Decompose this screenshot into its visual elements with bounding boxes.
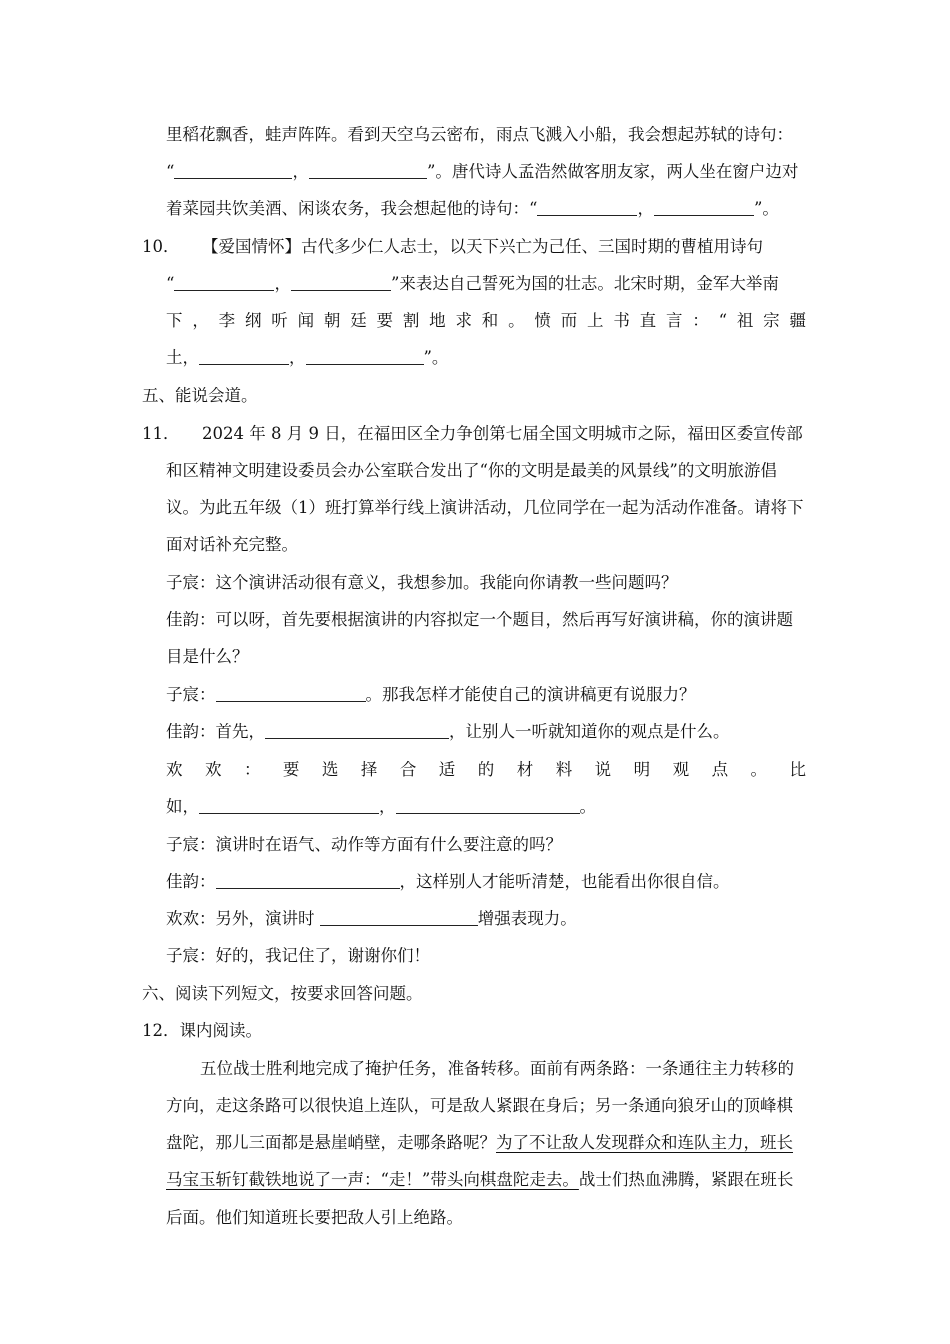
passage-text: 盘陀，那儿三面都是悬崖峭壁，走哪条路呢？ [166,1133,496,1152]
q10-line-1-text: 【爱国情怀】古代多少仁人志士，以天下兴亡为己任、三国时期的曹植用诗句 [202,237,763,256]
passage-line: 方向，走这条路可以很快追上连队，可是敌人紧跟在身后；另一条通向狼牙山的顶峰棋 [166,1096,793,1115]
dialogue-line [166,907,577,931]
dialogue-text: ，让别人一听就知道你的观点是什么。 [449,722,730,741]
question-number: 11． [142,424,180,443]
underlined-sentence: 马宝玉斩钉截铁地说了一声：“走！”带头向棋盘陀走去。 [166,1170,579,1189]
section-5-heading: 五、能说会道。 [142,386,258,405]
q10-line-2 [166,272,779,296]
close-quote: ”。 [753,199,779,218]
answer-blank[interactable] [199,797,379,814]
passage-text: 战士们热血沸腾，紧跟在班长 [578,1170,794,1189]
q9-line-1: 里稻花飘香，蛙声阵阵。看到天空乌云密布，雨点飞溅入小船，我会想起苏轼的诗句： [166,125,793,144]
passage-line: 五位战士胜利地完成了掩护任务，准备转移。面前有两条路：一条通往主力转移的 [200,1059,794,1078]
dialogue-line [166,683,696,707]
section-6-heading: 六、阅读下列短文，按要求回答问题。 [142,984,423,1003]
q9-line-3 [166,197,779,221]
dialogue-text: 增强表现力。 [477,909,577,928]
answer-blank[interactable] [216,872,400,889]
q10-line-2-text: ”来表达自己誓死为国的壮志。北宋时期，金军大举南 [390,274,779,293]
q10-line-3: 下，李纲听闻朝廷要割地求和。愤而上书直言：“祖宗疆 [166,311,806,330]
passage-line: 后面。他们知道班长要把敌人引上绝路。 [166,1208,463,1227]
q10-line-4-start: 土， [166,348,199,367]
dialogue-line: 目是什么？ [166,647,249,666]
answer-blank[interactable] [309,162,427,179]
dialogue-line [166,720,730,744]
q11-line-4: 面对话补充完整。 [166,535,298,554]
comma: ， [292,162,309,181]
speaker-label: 欢欢：另外，演讲时 [166,909,320,928]
answer-blank[interactable] [199,348,289,365]
answer-blank[interactable] [537,199,637,216]
q12-heading: 12．课内阅读。 [142,1021,262,1040]
q11-line-3: 议。为此五年级（1）班打算举行线上演讲活动，几位同学在一起为活动作准备。请将下 [166,498,804,517]
q11-line-1-text: 2024 年 8 月 9 日，在福田区全力争创第七届全国文明城市之际，福田区委宣传部 [202,424,803,443]
dialogue-line: 佳韵：可以呀，首先要根据演讲的内容拟定一个题目，然后再写好演讲稿，你的演讲题 [166,610,793,629]
speaker-label: 佳韵：首先， [166,722,265,741]
answer-blank[interactable] [216,685,366,702]
dialogue-line: 子宸：这个演讲活动很有意义，我想参加。我能向你请教一些问题吗？ [166,573,678,592]
speaker-label: 子宸： [166,685,216,704]
q11-line-2: 和区精神文明建设委员会办公室联合发出了“你的文明是最美的风景线”的文明旅游倡 [166,461,777,480]
q10-line-4 [166,346,448,370]
comma: ， [379,797,396,816]
answer-blank[interactable] [306,348,424,365]
q9-line-2-text: ”。唐代诗人孟浩然做客朋友家，两人坐在窗户边对 [426,162,799,181]
period: 。 [579,797,596,816]
comma: ， [637,199,654,218]
comma: ， [289,348,306,367]
dialogue-line [166,870,730,894]
dialogue-text: 。那我怎样才能使自己的演讲稿更有说服力？ [365,685,696,704]
answer-blank[interactable] [291,274,391,291]
question-number: 10． [142,237,180,256]
dialogue-line: 欢欢：要选择合适的材料说明观点。比 [166,760,806,779]
dialogue-line: 子宸：演讲时在语气、动作等方面有什么要注意的吗？ [166,835,562,854]
close-quote: ”。 [423,348,449,367]
q10-line-1 [142,235,763,259]
answer-blank[interactable] [174,274,274,291]
q9-line-3-text: 着菜园共饮美酒、闲谈农务，我会想起他的诗句：“ [166,199,538,218]
underlined-sentence: 为了不让敌人发现群众和连队主力，班长 [496,1133,793,1152]
comma: ， [274,274,291,293]
dialogue-line: 子宸：好的，我记住了，谢谢你们！ [166,946,430,965]
answer-blank[interactable] [396,797,580,814]
passage-line [166,1168,793,1192]
answer-blank[interactable] [265,722,449,739]
q9-line-2 [166,160,798,184]
passage-line [166,1131,793,1155]
answer-blank[interactable] [654,199,754,216]
answer-blank[interactable] [320,909,478,926]
answer-blank[interactable] [174,162,292,179]
q11-line-1 [142,422,803,446]
dialogue-text: ，这样别人才能听清楚，也能看出你很自信。 [399,872,730,891]
open-quote: “ [166,162,175,181]
open-quote: “ [166,274,175,293]
speaker-label: 佳韵： [166,872,216,891]
dialogue-text: 如， [166,797,199,816]
dialogue-line [166,795,596,819]
